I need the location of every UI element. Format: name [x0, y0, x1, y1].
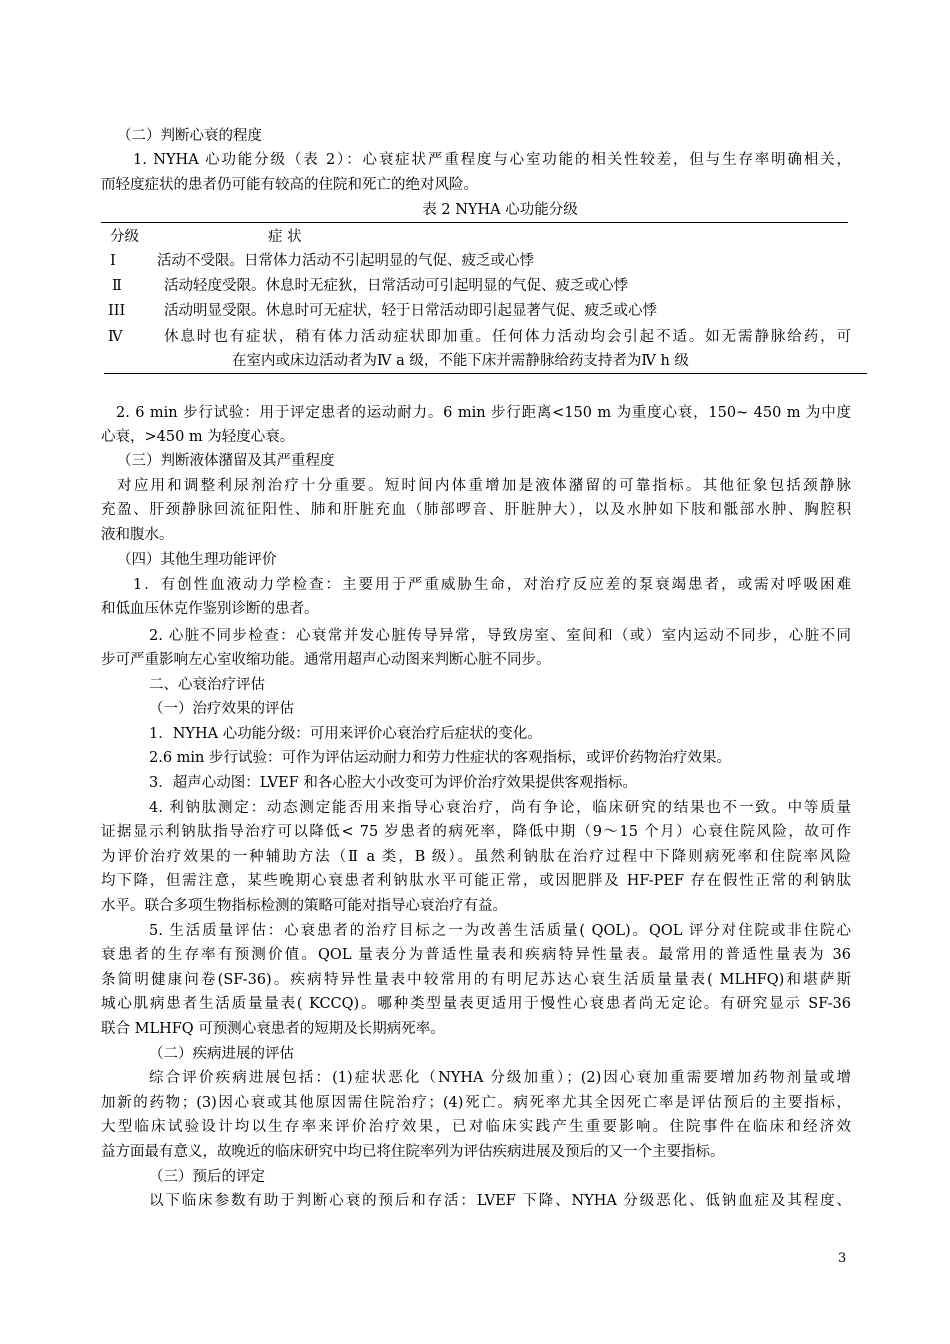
- paragraph-line: 2.6 min 步行试验：可作为评估运动耐力和劳力性症状的客观指标，或评价药物治疗效果。: [149, 750, 732, 766]
- page-number: 3: [838, 1251, 847, 1266]
- paragraph-line: 水平。联合多项生物指标检测的策略可能对指导心衰治疗有益。: [101, 898, 507, 914]
- paragraph-line: 1．有创性血液动力学检查：主要用于严重威胁生命，对治疗反应差的泵衰竭患者，或需对呼吸困难: [133, 577, 851, 593]
- table-cell-symptom: 休息时也有症状，稍有体力活动症状即加重。任何体力活动均会引起不适。如无需静脉给药，可: [164, 329, 851, 345]
- section-heading-severity: （二）判断心衰的程度: [117, 128, 262, 144]
- paragraph-line: 2. 6 min 步行试验：用于评定患者的运动耐力。6 min 步行距离<150 m 为重度心衰，150~ 450 m 为中度: [116, 405, 851, 421]
- paragraph-line: 衰患者的生存率有预测价值。QOL 量表分为普适性量表和疾病特异性量表。最常用的普适性量表为 36: [101, 947, 851, 963]
- paragraph-line: 大型临床试验设计均以生存率来评价治疗效果，已对临床实践产生重要影响。住院事件在临床和经济效: [101, 1119, 851, 1135]
- paragraph-line: 加新的药物；(3)因心衰或其他原因需住院治疗；(4)死亡。病死率尤其全因死亡率是评估预后的主要指标，: [101, 1095, 851, 1111]
- paragraph-line: 心衰，>450 m 为轻度心衰。: [101, 429, 295, 445]
- table-cell-grade: Ⅱ: [112, 278, 122, 294]
- table-header-grade: 分级: [110, 229, 139, 245]
- section-heading-treatment: 二、心衰治疗评估: [149, 677, 265, 693]
- paragraph-line: 对应用和调整利尿剂治疗十分重要。短时间内体重增加是液体潴留的可靠指标。其他征象包括颈静脉: [117, 478, 851, 494]
- table-bottom-rule: [104, 373, 867, 374]
- table-header-symptom: 症 状: [268, 229, 302, 245]
- paragraph-line: 2. 心脏不同步检查：心衰常并发心脏传导异常，导致房室、室间和（或）室内运动不同步，心脏不同: [149, 628, 851, 644]
- paragraph-line: 步可严重影响左心室收缩功能。通常用超声心动图来判断心脏不同步。: [101, 652, 551, 668]
- paragraph-line: 1. NYHA 心功能分级（表 2）：心衰症状严重程度与心室功能的相关性较差，但与生存率明确相关，: [133, 152, 851, 168]
- section-heading-prognosis: （三）预后的评定: [149, 1169, 265, 1185]
- paragraph-line: 证据显示利钠肽指导治疗可以降低< 75 岁患者的病死率，降低中期（9～15 个月）心衰住院风险，故可作: [101, 824, 851, 840]
- section-heading-fluid: （三）判断液体潴留及其严重程度: [117, 453, 335, 469]
- table-cell-grade: Ⅳ: [108, 329, 123, 345]
- paragraph-line: 以下临床参数有助于判断心衰的预后和存活：LVEF 下降、NYHA 分级恶化、低钠血症及其程度、: [149, 1193, 851, 1209]
- paragraph-line: 和低血压休克作鉴别诊断的患者。: [101, 601, 319, 617]
- table-cell-grade: III: [108, 303, 126, 319]
- paragraph-line: 1．NYHA 心功能分级：可用来评价心衰治疗后症状的变化。: [149, 726, 542, 742]
- paragraph-line: 均下降，但需注意，某些晚期心衰患者利钠肽水平可能正常，或因肥胖及 HF-PEF 存在假性正常的利钠肽: [101, 873, 851, 889]
- table-cell-symptom: 活动轻度受限。休息时无症狄，日常活动可引起明显的气促、疲乏或心悸: [164, 278, 628, 294]
- paragraph-line: 城心肌病患者生活质量量表( KCCQ)。哪种类型量表更适用于慢性心衰患者尚无定论。有研究显示 SF-36: [101, 996, 851, 1012]
- paragraph-line: 联合 MLHFQ 可预测心衰患者的短期及长期病死率。: [101, 1021, 445, 1037]
- paragraph-line: 益方面最有意义，故晚近的临床研究中均已将住院率列为评估疾病进展及预后的又一个主要指标。: [101, 1144, 725, 1160]
- paragraph-line: 为评价治疗效果的一种辅助方法（Ⅱ a 类，B 级）。虽然利钠肽在治疗过程中下降则病死率和住院率风险: [101, 849, 851, 865]
- paragraph-line: 4. 利钠肽测定：动态测定能否用来指导心衰治疗，尚有争论，临床研究的结果也不一致。中等质量: [149, 800, 851, 816]
- table-cell-grade: I: [110, 253, 116, 269]
- table-caption: 表 2 NYHA 心功能分级: [422, 202, 578, 218]
- section-heading-other: （四）其他生理功能评价: [117, 552, 277, 568]
- paragraph-line: 条简明健康问卷(SF-36)。疾病特异性量表中较常用的有明尼苏达心衰生活质量量表( MLHFQ)和堪萨斯: [101, 972, 851, 988]
- paragraph-line: 综合评价疾病进展包括：(1)症状恶化（NYHA 分级加重）；(2)因心衰加重需要增加药物剂量或增: [149, 1070, 851, 1086]
- paragraph-line: 充盈、肝颈静脉回流征阳性、肺和肝脏充血（肺部啰音、肝脏肿大），以及水肿如下肢和骶部水肿、胸腔积: [101, 502, 851, 518]
- table-cell-symptom: 活动不受限。日常体力活动不引起明显的气促、疲乏或心悸: [157, 253, 534, 269]
- table-cell-symptom-cont: 在室内或床边活动者为Ⅳ a 级，不能下床并需静脉给药支持者为Ⅳ h 级: [232, 353, 689, 369]
- section-heading-effect: （一）治疗效果的评估: [149, 701, 294, 717]
- section-heading-progress: （二）疾病进展的评估: [149, 1046, 294, 1062]
- table-top-rule: [101, 222, 848, 223]
- paragraph-line: 5. 生活质量评估：心衰患者的治疗目标之一为改善生活质量( QOL)。QOL 评分对住院或非住院心: [149, 923, 851, 939]
- paragraph-line: 液和腹水。: [101, 527, 174, 543]
- paragraph-line: 而轻度症状的患者仍可能有较高的住院和死亡的绝对风险。: [101, 177, 478, 193]
- table-cell-symptom: 活动明显受限。休息时可无症状，轻于日常活动即引起显著气促、疲乏或心悸: [164, 303, 657, 319]
- paragraph-line: 3．超声心动图：LVEF 和各心腔大小改变可为评价治疗效果提供客观指标。: [149, 775, 637, 791]
